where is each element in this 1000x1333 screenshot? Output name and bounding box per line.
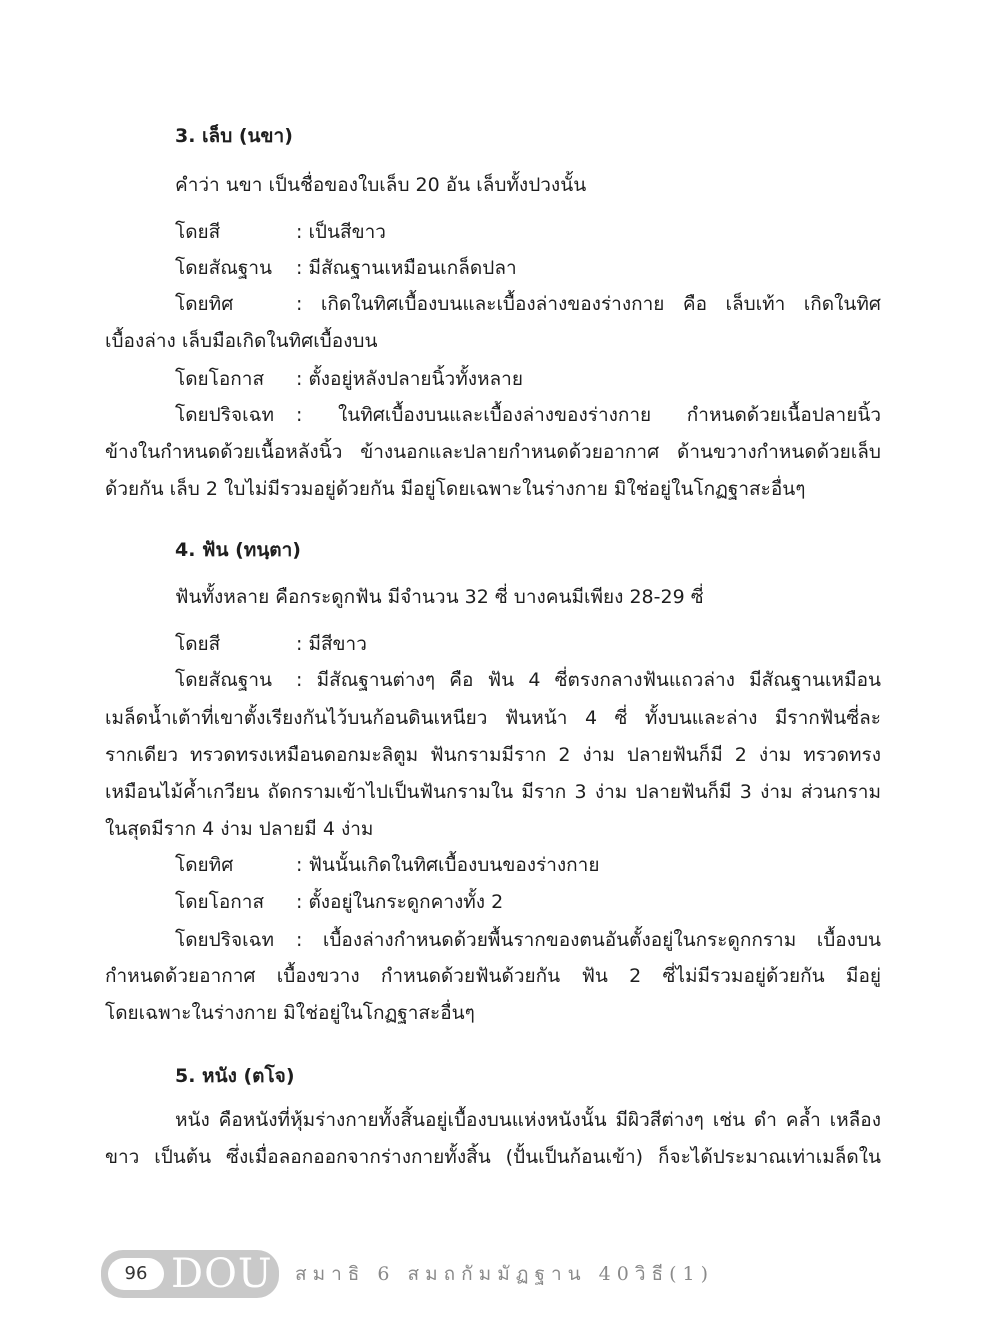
field-label: โดยสี xyxy=(175,633,221,655)
paragraph-line: หนัง คือหนังที่หุ้มร่างกายทั้งสิ้นอยู่เบื้องบนแห่งหนังนั้น มีผิวสีต่างๆ เช่น ดำ คล้ำ เหลือง xyxy=(175,1109,881,1131)
field-continuation: กำหนดด้วยอากาศ เบื้องขวาง กำหนดด้วยฟันด้วยกัน ฟัน 2 ซี่ไม่มีรวมอยู่ด้วยกัน มีอยู่ xyxy=(105,965,881,987)
field-continuation: เมล็ดน้ำเต้าที่เขาตั้งเรียงกันไว้บนก้อนดินเหนียว ฟันหน้า 4 ซี่ ทั้งบนและล่าง มีรากฟันซี่ละ xyxy=(105,707,881,729)
field-label: โดยโอกาส xyxy=(175,891,265,913)
field-continuation: รากเดียว ทรวดทรงเหมือนดอกมะลิตูม ฟันกรามมีราก 2 ง่าม ปลายฟันก็มี 2 ง่าม ทรวดทรง xyxy=(105,744,881,766)
field-value: : มีสัณฐานเหมือนเกล็ดปลา xyxy=(296,257,517,279)
field-row xyxy=(0,367,1000,391)
field-value: : ฟันนั้นเกิดในทิศเบื้องบนของร่างกาย xyxy=(296,854,600,876)
field-label: โดยสัณฐาน xyxy=(175,669,273,691)
field-value: : มีสีขาว xyxy=(296,633,367,655)
field-row xyxy=(0,632,1000,656)
book-title: สมาธิ 6 สมถกัมมัฏฐาน 40วิธี(1) xyxy=(295,1263,715,1285)
field-label: โดยปริจเฉท xyxy=(175,929,275,951)
section-heading: 5. หนัง (ตโจ) xyxy=(175,1065,295,1087)
field-value: : เป็นสีขาว xyxy=(296,221,386,243)
field-label: โดยสัณฐาน xyxy=(175,257,273,279)
section-intro: ฟันทั้งหลาย คือกระดูกฟัน มีจำนวน 32 ซี่ บางคนมีเพียง 28-29 ซี่ xyxy=(175,586,704,608)
page-number: 96 xyxy=(108,1258,164,1290)
field-label: โดยสี xyxy=(175,221,221,243)
field-value: : เบื้องล่างกำหนดด้วยพื้นรากของตนอันตั้งอยู่ในกระดูกกราม เบื้องบน xyxy=(296,929,881,951)
section-heading: 3. เล็บ (นขา) xyxy=(175,125,293,147)
field-value: : เกิดในทิศเบื้องบนและเบื้องล่างของร่างกาย คือ เล็บเท้า เกิดในทิศ xyxy=(296,293,881,315)
field-label: โดยปริจเฉท xyxy=(175,404,275,426)
section-intro: คำว่า นขา เป็นชื่อของใบเล็บ 20 อัน เล็บทั้งปวงนั้น xyxy=(175,174,587,196)
field-value: : ตั้งอยู่หลังปลายนิ้วทั้งหลาย xyxy=(296,368,523,390)
field-continuation: ด้วยกัน เล็บ 2 ใบไม่มีรวมอยู่ด้วยกัน มีอยู่โดยเฉพาะในร่างกาย มิใช่อยู่ในโกฏฐาสะอื่นๆ xyxy=(105,478,806,500)
field-value: : ในทิศเบื้องบนและเบื้องล่างของร่างกาย กำหนดด้วยเนื้อปลายนิ้ว xyxy=(296,404,881,426)
field-row xyxy=(0,890,1000,914)
paragraph-line: ขาว เป็นต้น ซึ่งเมื่อลอกออกจากร่างกายทั้งสิ้น (ปั้นเป็นก้อนเข้า) ก็จะได้ประมาณเท่าเมล็ดใน xyxy=(105,1146,881,1168)
field-row xyxy=(0,668,1000,692)
field-continuation: ในสุดมีราก 4 ง่าม ปลายมี 4 ง่าม xyxy=(105,818,374,840)
field-continuation: เบื้องล่าง เล็บมือเกิดในทิศเบื้องบน xyxy=(105,330,378,352)
field-label: โดยโอกาส xyxy=(175,368,265,390)
field-value: : มีสัณฐานต่างๆ คือ ฟัน 4 ซี่ตรงกลางฟันแถวล่าง มีสัณฐานเหมือน xyxy=(296,669,881,691)
dou-logo: DOU xyxy=(171,1251,273,1297)
field-row xyxy=(0,853,1000,877)
field-row xyxy=(0,403,1000,427)
field-value: : ตั้งอยู่ในกระดูกคางทั้ง 2 xyxy=(296,891,504,913)
section-heading: 4. ฟัน (ทนฺตา) xyxy=(175,539,301,561)
field-label: โดยทิศ xyxy=(175,293,234,315)
field-row xyxy=(0,292,1000,316)
field-row xyxy=(0,256,1000,280)
field-row xyxy=(0,220,1000,244)
footer-badge xyxy=(101,1250,279,1298)
field-row xyxy=(0,928,1000,952)
field-continuation: โดยเฉพาะในร่างกาย มิใช่อยู่ในโกฏฐาสะอื่นๆ xyxy=(105,1002,475,1024)
field-continuation: เหมือนไม้ค้ำเกวียน ถัดกรามเข้าไปเป็นฟันกรามใน มีราก 3 ง่าม ปลายฟันก็มี 3 ง่าม ส่วนกราม xyxy=(105,781,881,803)
field-continuation: ข้างในกำหนดด้วยเนื้อหลังนิ้ว ข้างนอกและปลายกำหนดด้วยอากาศ ด้านขวางกำหนดด้วยเล็บ xyxy=(105,441,881,463)
field-label: โดยทิศ xyxy=(175,854,234,876)
